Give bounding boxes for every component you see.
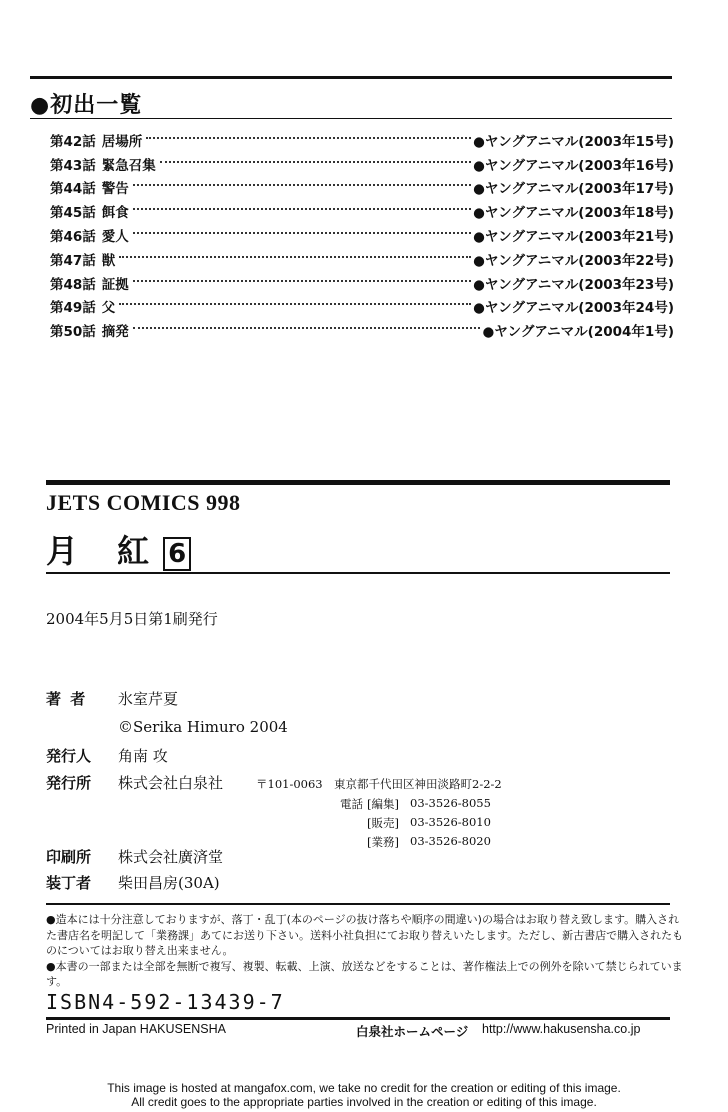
leader-dots xyxy=(160,161,471,163)
phone-dept-operations: [業務] xyxy=(367,835,399,849)
episode-number: 第50話 xyxy=(50,324,96,341)
leader-dots xyxy=(133,208,471,210)
publisher-label: 発行所 xyxy=(46,774,92,792)
episode-title: 証拠 xyxy=(101,276,129,293)
episode-source: ●ヤングアニマル(2003年16号) xyxy=(473,157,674,174)
episode-source: ●ヤングアニマル(2003年18号) xyxy=(473,205,674,222)
leader-dots xyxy=(133,280,471,282)
episode-number: 第42話 xyxy=(50,133,96,150)
volume-number-box: 6 xyxy=(163,537,191,571)
first-appearance-row xyxy=(50,176,674,200)
episode-title: 愛人 xyxy=(101,229,129,246)
book-title xyxy=(46,526,191,572)
episode-title: 父 xyxy=(101,300,116,317)
episode-number: 第48話 xyxy=(50,276,96,293)
first-appearance-row xyxy=(50,247,674,271)
episode-number: 第49話 xyxy=(50,300,96,317)
episode-source: ●ヤングアニマル(2003年24号) xyxy=(473,300,674,317)
episode-source: ●ヤングアニマル(2003年23号) xyxy=(473,276,674,293)
phone-number-editorial: 03-3526-8055 xyxy=(410,796,491,810)
copyright: ©Serika Himuro 2004 xyxy=(118,718,288,736)
postal-code: 〒101-0063 xyxy=(256,777,323,791)
designer-label: 装丁者 xyxy=(46,874,92,892)
phone-label: 電話 xyxy=(340,797,363,811)
title-rule xyxy=(46,572,670,574)
first-appearance-row xyxy=(50,223,674,247)
publisher-name: 株式会社白泉社 xyxy=(118,774,224,792)
homepage-url[interactable]: http://www.hakusensha.co.jp xyxy=(482,1022,641,1036)
printer-label: 印刷所 xyxy=(46,848,92,866)
designer-name: 柴田昌房(30A) xyxy=(118,874,220,892)
publisher-address: 東京都千代田区神田淡路町2-2-2 xyxy=(334,777,502,791)
first-appearance-row xyxy=(50,152,674,176)
author-row xyxy=(46,688,178,709)
printed-in: Printed in Japan HAKUSENSHA xyxy=(46,1022,226,1036)
phone-dept-editorial: [編集] xyxy=(367,797,399,811)
heading-rule xyxy=(30,118,672,119)
episode-source: ●ヤングアニマル(2003年22号) xyxy=(473,252,674,269)
episode-number: 第47話 xyxy=(50,252,96,269)
phone-number-operations: 03-3526-8020 xyxy=(410,834,491,848)
episode-title: 緊急召集 xyxy=(101,157,156,174)
first-appearance-row xyxy=(50,128,674,152)
host-notice-line2: All credit goes to the appropriate parties involved in the creation or editing of this image. xyxy=(131,1095,597,1109)
first-appearance-row xyxy=(50,295,674,319)
episode-number: 第43話 xyxy=(50,157,96,174)
first-appearance-row xyxy=(50,318,674,342)
notice-copyright: ●本書の一部または全部を無断で複写、複製、転載、上演、放送などをすることは、著作権法上での例外を除いて禁じられています。 xyxy=(46,959,683,988)
publisher-row xyxy=(46,772,223,793)
notice-rule xyxy=(46,903,670,905)
first-appearance-row xyxy=(50,271,674,295)
first-appearance-heading: ●初出一覧 xyxy=(30,93,143,118)
publisher-person-label: 発行人 xyxy=(46,747,92,765)
notice-block xyxy=(46,912,686,990)
top-rule xyxy=(30,76,672,79)
episode-title: 警告 xyxy=(101,181,129,198)
leader-dots xyxy=(119,303,471,305)
leader-dots xyxy=(133,327,481,329)
phone-number-sales: 03-3526-8010 xyxy=(410,815,491,829)
episode-number: 第44話 xyxy=(50,181,96,198)
episode-number: 第45話 xyxy=(50,205,96,222)
isbn: ISBN4-592-13439-7 xyxy=(46,990,285,1014)
leader-dots xyxy=(133,184,471,186)
colophon-top-rule xyxy=(46,480,670,485)
leader-dots xyxy=(133,232,471,234)
leader-dots xyxy=(119,256,471,258)
episode-title: 居場所 xyxy=(101,133,143,150)
episode-source: ●ヤングアニマル(2004年1号) xyxy=(482,324,674,341)
episode-source: ●ヤングアニマル(2003年17号) xyxy=(473,181,674,198)
episode-title: 獣 xyxy=(101,252,116,269)
book-title-text: 月 紅 xyxy=(46,532,164,570)
first-appearance-row xyxy=(50,199,674,223)
notice-defects: ●造本には十分注意しておりますが、落丁・乱丁(本のページの抜け落ちや順序の間違い)の場合はお取り替え致します。購入された書店名を明記して「業務課」あてにお送り下さい。送料小社負担にてお取り替えいたします。ただし、新古書店で購入されたものについてはお取り替え出来ません。 xyxy=(46,913,684,957)
episode-title: 餌食 xyxy=(101,205,129,222)
host-notice-line1: This image is hosted at mangafox.com, we take no credit for the creation or editing of this image. xyxy=(107,1081,621,1095)
printer-name: 株式会社廣済堂 xyxy=(118,848,224,866)
publisher-person-row xyxy=(46,745,168,766)
homepage-label: 白泉社ホームページ xyxy=(356,1025,469,1039)
publish-date: 2004年5月5日第1刷発行 xyxy=(46,610,218,628)
author-label: 著 者 xyxy=(46,690,88,708)
author-name: 氷室芹夏 xyxy=(118,690,179,708)
publisher-person-name: 角南 攻 xyxy=(118,747,168,765)
episode-source: ●ヤングアニマル(2003年15号) xyxy=(473,133,674,150)
episode-number: 第46話 xyxy=(50,229,96,246)
first-appearance-list xyxy=(50,128,674,342)
episode-source: ●ヤングアニマル(2003年21号) xyxy=(473,229,674,246)
footer-rule xyxy=(46,1017,670,1020)
leader-dots xyxy=(146,137,471,139)
series-name: JETS COMICS 998 xyxy=(46,490,241,515)
printer-row xyxy=(46,846,223,867)
episode-title: 摘発 xyxy=(101,324,129,341)
phone-dept-sales: [販売] xyxy=(367,816,399,830)
designer-row xyxy=(46,872,220,893)
